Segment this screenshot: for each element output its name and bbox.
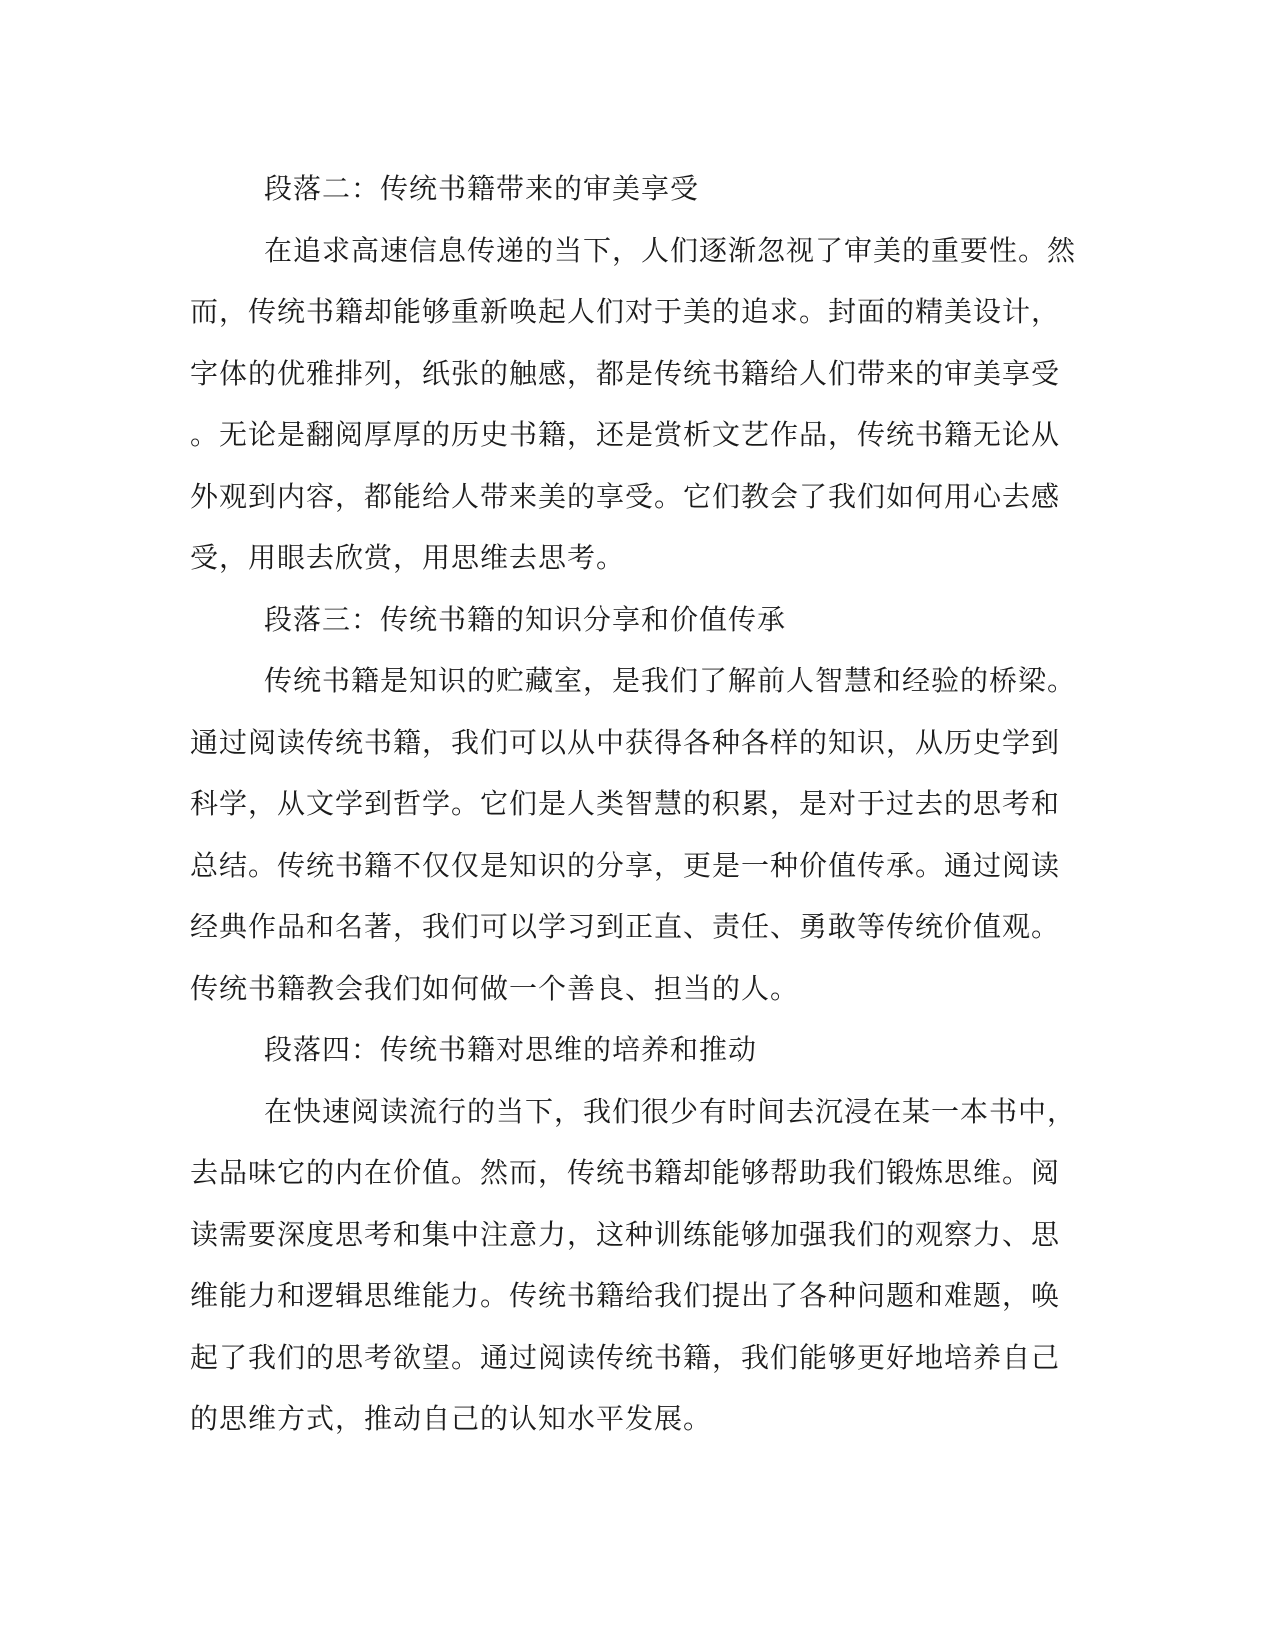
text-line: 而，传统书籍却能够重新唤起人们对于美的追求。封面的精美设计， <box>190 295 1061 328</box>
text-line: 读需要深度思考和集中注意力，这种训练能够加强我们的观察力、思 <box>190 1217 1061 1251</box>
text-line: 的思维方式，推动自己的认知水平发展。 <box>190 1402 713 1435</box>
text-line: 总结。传统书籍不仅仅是知识的分享，更是一种价值传承。通过阅读 <box>190 848 1061 882</box>
text-line: 起了我们的思考欲望。通过阅读传统书籍，我们能够更好地培养自己 <box>190 1340 1061 1374</box>
text-line: 受，用眼去欣赏，用思维去思考。 <box>190 541 626 574</box>
document-body <box>190 158 1090 1450</box>
text-line: 外观到内容，都能给人带来美的享受。它们教会了我们如何用心去感 <box>190 479 1061 513</box>
text-line: 在追求高速信息传递的当下，人们逐渐忽视了审美的重要性。然 <box>264 233 1077 267</box>
text-line: 。无论是翻阅厚厚的历史书籍，还是赏析文艺作品，传统书籍无论从 <box>190 418 1061 451</box>
text-line: 字体的优雅排列，纸张的触感，都是传统书籍给人们带来的审美享受 <box>190 356 1061 390</box>
text-line: 经典作品和名著，我们可以学习到正直、责任、勇敢等传统价值观。 <box>190 910 1061 943</box>
text-line: 在快速阅读流行的当下，我们很少有时间去沉浸在某一本书中， <box>264 1094 1077 1128</box>
heading-paragraph-four: 段落四：传统书籍对思维的培养和推动 <box>264 1033 758 1066</box>
text-line: 传统书籍是知识的贮藏室，是我们了解前人智慧和经验的桥梁。 <box>264 664 1077 697</box>
text-line: 通过阅读传统书籍，我们可以从中获得各种各样的知识，从历史学到 <box>190 725 1061 759</box>
text-line: 维能力和逻辑思维能力。传统书籍给我们提出了各种问题和难题，唤 <box>190 1279 1061 1312</box>
text-line: 去品味它的内在价值。然而，传统书籍却能够帮助我们锻炼思维。阅 <box>190 1156 1061 1189</box>
heading-paragraph-two: 段落二：传统书籍带来的审美享受 <box>264 172 700 205</box>
heading-paragraph-three: 段落三：传统书籍的知识分享和价值传承 <box>264 602 787 636</box>
text-line: 传统书籍教会我们如何做一个善良、担当的人。 <box>190 971 800 1005</box>
text-line: 科学，从文学到哲学。它们是人类智慧的积累，是对于过去的思考和 <box>190 787 1061 820</box>
